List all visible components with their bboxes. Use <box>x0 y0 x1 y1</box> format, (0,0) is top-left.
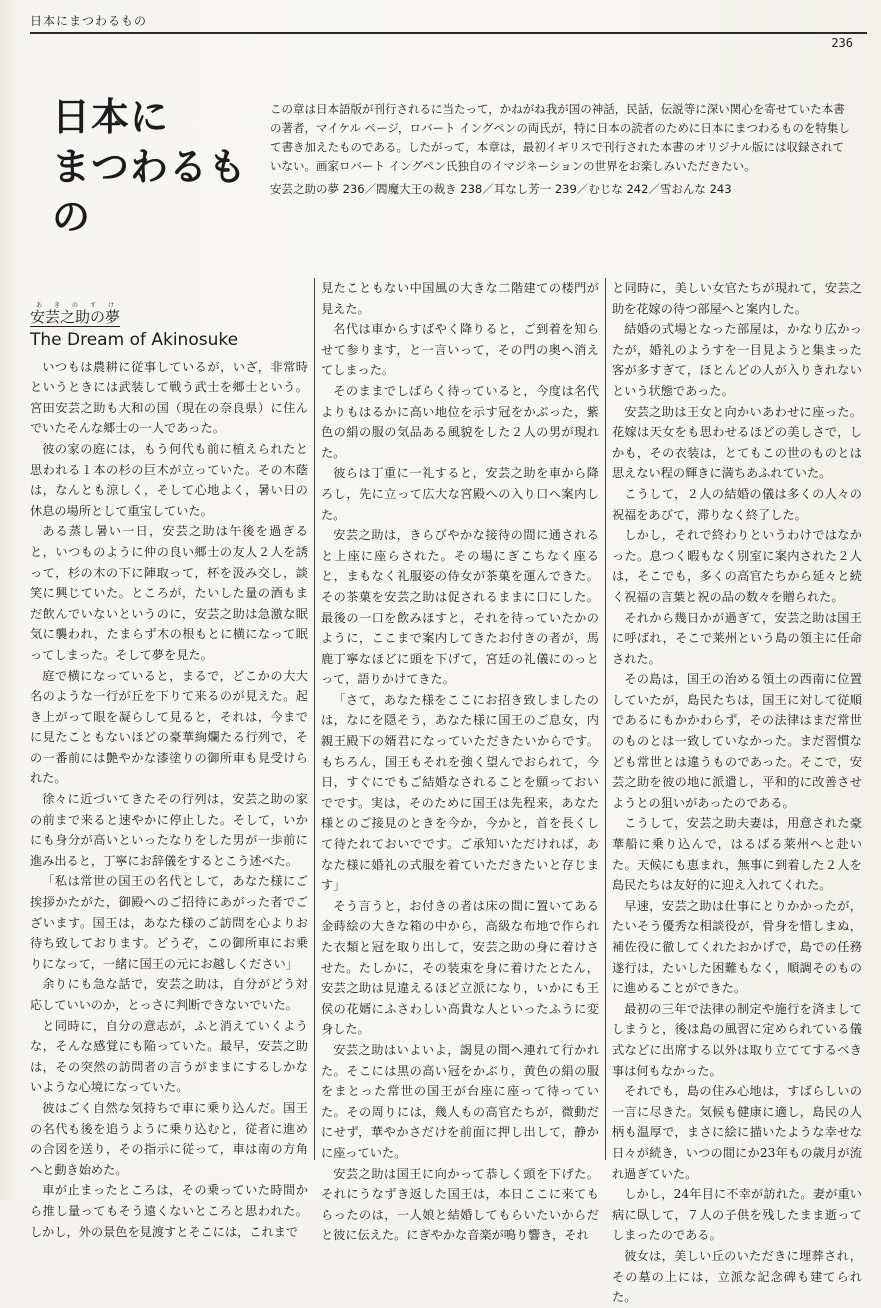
running-head: 日本にまつわるもの <box>30 14 148 28</box>
paragraph: 安芸之助はいよいよ，謁見の間へ連れて行かれた。そこには黒の高い冠をかぶり，黄色の絹の服をまとった常世の国王が台座に座って待っていた。その周りには，幾人もの高官たちが，微動だにせず，華やかさだけを前面に押し出して，静かに座っていた。 <box>321 1042 599 1160</box>
paragraph: 早速，安芸之助は仕事にとりかかったが，たいそう優秀な相談役が，骨身を惜しまぬ，補佐役に徹してくれたおかげで，島での任務遂行は，たいした困難もなく，順調そのものに進めることができた。 <box>612 898 862 996</box>
paragraph: 「さて，あなた様をここにお招き致しましたのは，なにを隠そう，あなた様に国王のご息女，内親王殿下の婿君になっていただきたいからです。もちろん，国王もそれを強く望んでおられて，今日，すぐにでもご結婚なされることを願っておいでです。実は，そのために国王は先程来，あなた様とのご接見のときを今か，今かと，首を長くして待たれておいでです。ご承知いただければ，あなた様に婚礼の式服を着ていただきたいと存じます」 <box>321 692 599 893</box>
paragraph: 「私は常世の国王の名代として，あなた様にご挨拶かたがた，御殿へのご招待にあがった者でございます。国王は，あなた様のご訪問を心よりお待ち致しております。どうぞ，この御所車にお乗りになって，一緒に国王の元にお越しください」 <box>30 874 308 971</box>
story-title-text: 安芸之助の夢 <box>30 308 121 326</box>
column-2-body <box>321 278 599 1246</box>
paragraph: その島は，国王の治める領土の西南に位置していたが，島民たちは，国王に対して従順であるにもかかわらず，その法律はまだ常世のものとは一致していなかった。まだ習慣なども常世とは違うものであった。そこで，安芸之助を彼の地に派遣し，平和的に改善させようとの狙いがあったのである。 <box>612 672 862 810</box>
paragraph: そのままでしばらく待っていると，今度は名代よりもはるかに高い地位を示す冠をかぶった，紫色の絹の服の気品ある風貌をした２人の男が現れた。 <box>321 383 599 460</box>
paragraph: 彼女は，美しい丘のいただきに埋葬され，その墓の上には，立派な記念碑も建てられた。 <box>612 1248 862 1305</box>
chapter-title <box>52 92 262 242</box>
column-divider <box>314 278 315 1160</box>
paragraph: 余りにも急な話で，安芸之助は，自分がどう対応していいのか，とっさに判断できないでいた。 <box>30 977 308 1012</box>
text-column-3 <box>612 278 862 1305</box>
paragraph: 名代は車からすばやく降りると，ご到着を知らせて参ります，と一言いって，その門の奥へ消えてしまった。 <box>321 322 599 378</box>
text-column-1 <box>30 278 308 1239</box>
paragraph: 車が止まったところは，その乗っていた時間から推し量ってもそう遠くないところと思われた。しかし，外の景色を見渡すとそこには，これまで <box>30 1183 308 1239</box>
chapter-contents: 安芸之助の夢 236／閻魔大王の裁き 238／耳なし芳一 239／むじな 242／雪おんな 243 <box>270 182 732 196</box>
paragraph: と同時に，美しい女官たちが現れて，安芸之助を花嫁の待つ部屋へと案内した。 <box>612 281 862 316</box>
paragraph: 最初の三年で法律の制定や施行を済ましてしまうと，後は島の風習に定められている儀式などに出席する以外は取り立ててするべき事は何もなかった。 <box>612 1001 862 1078</box>
chapter-title-line-2: まつわるもの <box>52 145 248 239</box>
paragraph: しかし，24年目に不幸が訪れた。妻が重い病に臥して，７人の子供を残したまま逝ってしまったのである。 <box>612 1187 862 1243</box>
paragraph: 安芸之助は，きらびやかな接待の間に通されると上座に座らされた。その場にぎこちなく座ると，まもなく礼服姿の侍女が茶菓を運んできた。その茶菓を安芸之助は促されるままに口にした。最後の一口を飲みほすと，それを待っていたかのように，ここまで案内してきたお付きの者が，馬鹿丁寧なほどに頭を下げて，宮廷の礼儀にのっとって，語りかけてきた。 <box>321 528 599 687</box>
story-title-en: The Dream of Akinosuke <box>30 329 239 350</box>
paragraph: そう言うと，お付きの者は床の間に置いてある金蒔絵の大きな箱の中から，高級な布地で作られた衣類と冠を取り出して，安芸之助の身に着けさせた。たしかに，その装束を身に着けたとたん，安芸之助は見違えるほど立派になり，いかにも王侯の花婿にふさわしい高貴な人といったふうに変身した。 <box>321 898 599 1037</box>
paragraph: こうして，２人の結婚の儀は多くの人々の祝福をあびて，滞りなく終了した。 <box>612 486 862 522</box>
column-3-body <box>612 278 862 1308</box>
page-number: 236 <box>831 36 853 50</box>
column-1-body <box>30 357 308 1243</box>
chapter-title-line-1: 日本に <box>52 95 170 139</box>
paragraph: 彼はごく自然な気持ちで車に乗り込んだ。国王の名代も後を追うように乗り込むと，従者に進めの合図を送り，その指示に従って，車は南の方角へと動き始めた。 <box>30 1100 308 1177</box>
paragraph: と同時に，自分の意志が，ふと消えていくような，そんな感覚にも陥っていた。最早，安芸之助は，その突然の訪問者の言うがままにするしかないような心境になっていた。 <box>30 1018 308 1095</box>
story-title-ruby: あきのすけ <box>30 302 121 309</box>
paragraph: 結婚の式場となった部屋は，かなり広かったが，婚礼のようすを一目見ようと集まった客が多すぎて，ほとんどの人が入りきれないという状態であった。 <box>612 322 862 398</box>
paragraph: いつもは農耕に従事しているが，いざ，非常時というときには武装して戦う武士を郷士という。宮田安芸之助も大和の国（現在の奈良県）に住んでいたそんな郷士の一人であった。 <box>30 359 308 436</box>
intro-paragraph: この章は日本語版が刊行されるに当たって，かねがね我が国の神話，民話，伝説等に深い関心を寄せていた本書の著者，マイケル ページ，ロバート イングペンの両氏が，特に日本の読者のために日本にまつわるものを特集して書き加えたものである。したがって，本章は，最初イギリスで刊行された本書のオリジナル版には収録されていない。画家ロバート イングペン氏独自のイマジネーションの世界をお楽しみいただきたい。 <box>270 102 850 173</box>
column-divider <box>605 278 606 1160</box>
paragraph: 庭で横になっていると，まるで，どこかの大大名のような一行が丘を下りて来るのが見えた。起き上がって眼を凝らして見ると，それは，今までに見たこともないほどの豪華絢爛たる行列で，その一番前には艶やかな漆塗りの御所車も見受けられた。 <box>30 668 308 786</box>
paragraph: ある蒸し暑い一日，安芸之助は午後を過ぎると，いつものように仲の良い郷士の友人２人を誘って，杉の木の下に陣取って，杯を汲み交し，談笑に興じていた。ところが，たいした量の酒もまだ飲んでいないというのに，安芸之助は急激な眠気に襲われ，たまらず木の根もとに横になって眠ってしまった。そして夢を見た。 <box>30 524 308 662</box>
paragraph: それでも，島の住み心地は，すばらしいの一言に尽きた。気候も健康に適し，島民の人柄も温厚で，まさに絵に描いたような幸せな日々が続き，いつの間にか23年もの歳月が流れ過ぎていた。 <box>612 1084 862 1181</box>
header-rule <box>30 32 867 34</box>
paragraph: 徐々に近づいてきたその行列は，安芸之助の家の前まで来ると速やかに停止した。そして，いかにも身分が高いといったなりをした男が一歩前に進み出ると，丁寧にお辞儀をするとこう述べた。 <box>30 792 308 868</box>
paragraph: 彼らは丁重に一礼すると，安芸之助を車から降ろし，先に立って広大な宮殿への入り口へ案内した。 <box>321 466 599 522</box>
story-columns <box>30 278 862 1305</box>
paragraph: 安芸之助は国王に向かって恭しく頭を下げた。それにうなずき返した国王は，本日ここに来てもらったのは，一人娘と結婚してもらいたいからだと彼に伝えた。にぎやかな音楽が鳴り響き，それ <box>321 1166 599 1243</box>
paragraph: それから幾日かが過ぎて，安芸之助は国王に呼ばれ，そこで莱州という島の領主に任命された。 <box>612 610 862 666</box>
text-column-2 <box>321 278 599 1243</box>
paragraph: 見たこともない中国風の大きな二階建ての楼門が見えた。 <box>321 281 599 316</box>
paragraph: 安芸之助は王女と向かいあわせに座った。花嫁は天女をも思わせるほどの美しさで，しかも，その衣装は，とてもこの世のものとは思えない程の輝きに満ちあふれていた。 <box>612 404 862 481</box>
story-title-ja <box>30 302 120 327</box>
paragraph: こうして，安芸之助夫妻は，用意された豪華船に乗り込んで，はるばる莱州へと赴いた。天候にも恵まれ，無事に到着した２人を島民たちは友好的に迎え入れてくれた。 <box>612 816 862 893</box>
paragraph: 彼の家の庭には，もう何代も前に植えられたと思われる１本の杉の巨木が立っていた。その木蔭は，なんとも涼しく，そして心地よく，暑い日の休息の場所として重宝していた。 <box>30 441 308 518</box>
paragraph: しかし，それで終わりというわけではなかった。息つく暇もなく別室に案内された２人は，そこでも，多くの高官たちから延々と続く祝福の言葉と祝の品の数々を贈られた。 <box>612 528 862 604</box>
chapter-introduction <box>270 100 855 199</box>
